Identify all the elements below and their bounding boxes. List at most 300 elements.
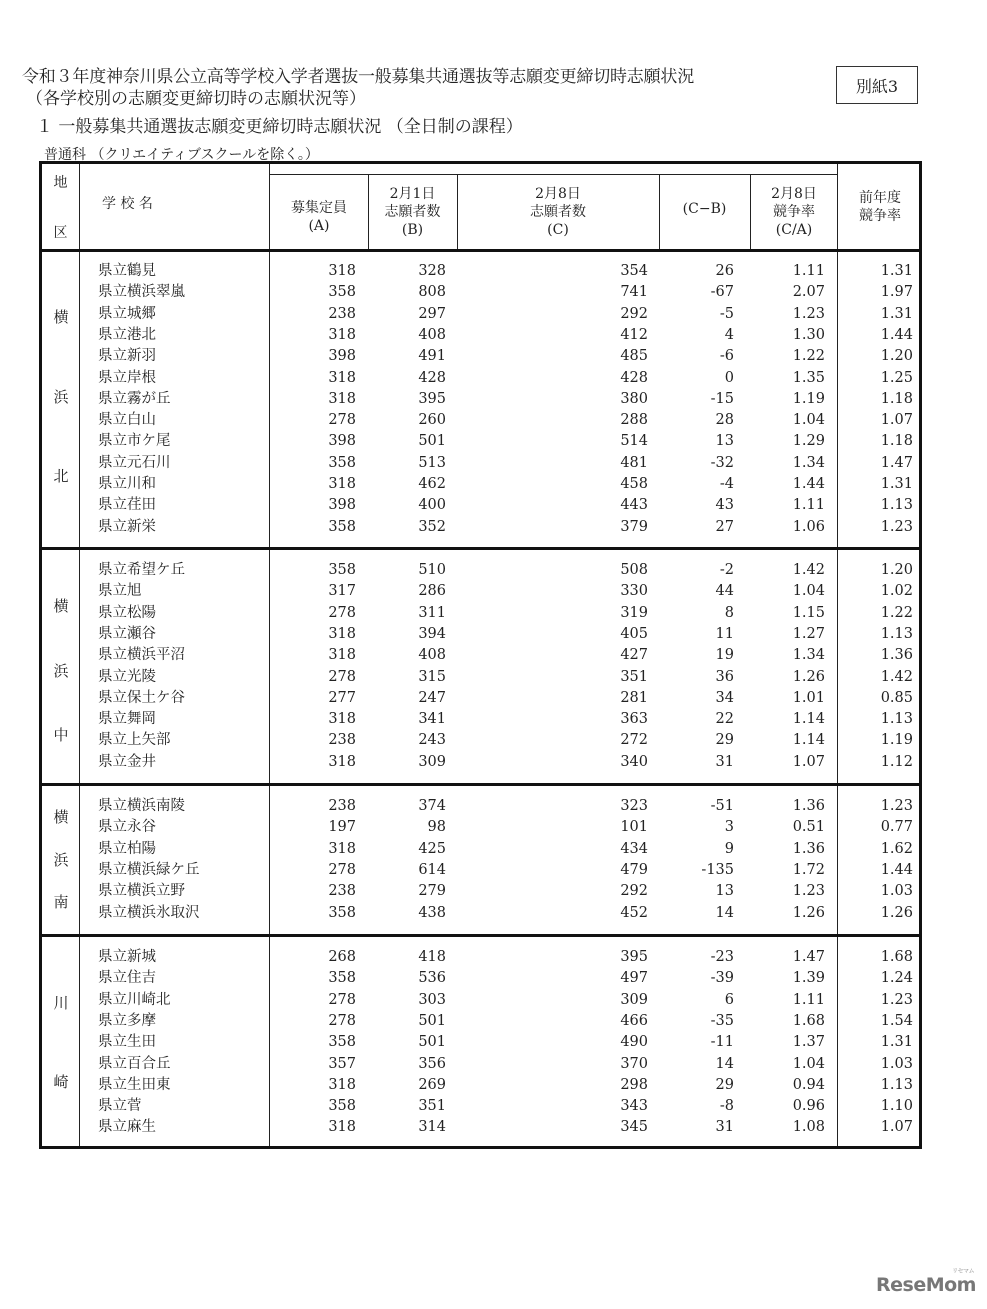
applications-table: [39, 161, 922, 1149]
ratio-prev-value: 1.07: [880, 412, 913, 429]
ratio-prev-value: 1.03: [880, 883, 913, 900]
ratio-feb8-value: 0.94: [792, 1076, 825, 1093]
district-char: 横: [53, 808, 69, 826]
diff-value: 9: [724, 840, 734, 857]
ratio-prev-value: 1.31: [880, 263, 913, 279]
table-row: [42, 560, 919, 581]
header-capacity: [270, 174, 368, 250]
ratio-feb8-value: 1.19: [792, 390, 825, 407]
capacity-value: 278: [328, 668, 356, 685]
header-text: 前年度: [859, 190, 901, 206]
ratio-prev-value: 1.13: [880, 1076, 913, 1093]
ratio-feb8-value: 1.14: [792, 732, 825, 749]
diff-value: 3: [724, 819, 734, 836]
table-row: [42, 346, 919, 367]
table-row: [42, 709, 919, 730]
applicants-feb8-value: 741: [620, 284, 648, 301]
applicants-feb1-value: 356: [418, 1055, 446, 1072]
ratio-feb8-value: 1.72: [792, 861, 825, 878]
capacity-value: 358: [328, 454, 356, 471]
school-name: 県立松陽: [98, 604, 156, 621]
district-char: 北: [53, 467, 69, 485]
applicants-feb8-value: 292: [620, 883, 648, 900]
diff-value: -51: [710, 798, 734, 814]
ratio-prev-value: 1.20: [880, 348, 913, 365]
applicants-feb8-value: 428: [620, 369, 648, 386]
ratio-feb8-value: 1.04: [792, 412, 825, 429]
table-row: [42, 1096, 919, 1117]
ratio-prev-value: 1.22: [880, 604, 913, 621]
applicants-feb8-value: 479: [620, 861, 648, 878]
applicants-feb1-value: 311: [418, 604, 446, 621]
header-district: [42, 164, 79, 250]
ratio-prev-value: 1.19: [880, 732, 913, 749]
applicants-feb1-value: 328: [418, 263, 446, 279]
applicants-feb1-value: 98: [427, 819, 446, 836]
diff-value: 8: [724, 604, 734, 621]
ratio-feb8-value: 1.36: [792, 798, 825, 814]
school-name: 県立百合丘: [98, 1055, 171, 1072]
diff-value: 31: [715, 753, 734, 770]
header-applicants-feb8: [457, 174, 659, 250]
ratio-feb8-value: 1.06: [792, 518, 825, 535]
applicants-feb8-value: 101: [620, 819, 648, 836]
table-row: [42, 839, 919, 860]
applicants-feb1-value: 395: [418, 390, 446, 407]
table-row: [42, 368, 919, 389]
district-char: 浜: [53, 661, 69, 680]
table-row: [42, 752, 919, 773]
table-row: [42, 903, 919, 924]
applicants-feb1-value: 408: [418, 647, 446, 664]
table-row: [42, 453, 919, 474]
applicants-feb1-value: 501: [418, 433, 446, 450]
ratio-prev-value: 1.68: [880, 949, 913, 965]
district-char: 崎: [53, 1073, 69, 1091]
applicants-feb8-value: 485: [620, 348, 648, 365]
applicants-feb8-value: 443: [620, 497, 648, 514]
diff-value: 4: [724, 326, 734, 343]
ratio-prev-value: 1.07: [880, 1119, 913, 1136]
applicants-feb1-value: 425: [418, 840, 446, 857]
header-text: (C/A): [775, 222, 813, 238]
school-name: 県立川和: [98, 476, 156, 492]
applicants-feb8-value: 281: [620, 689, 648, 706]
school-name: 県立荏田: [98, 497, 156, 514]
applicants-feb1-value: 501: [418, 1034, 446, 1051]
ratio-feb8-value: 1.04: [792, 583, 825, 600]
group-separator: [42, 547, 919, 550]
ratio-feb8-value: 1.30: [792, 326, 825, 343]
applicants-feb8-value: 340: [620, 753, 648, 770]
diff-value: 0: [724, 369, 734, 386]
table-row: [42, 667, 919, 688]
school-name: 県立横浜翠嵐: [98, 284, 185, 301]
diff-value: 13: [715, 433, 734, 450]
applicants-feb8-value: 351: [620, 668, 648, 685]
applicants-feb8-value: 497: [620, 970, 648, 987]
table-row: [42, 261, 919, 282]
applicants-feb1-value: 513: [418, 454, 446, 471]
ratio-feb8-value: 0.51: [792, 819, 825, 836]
capacity-value: 358: [328, 1034, 356, 1051]
header-separator: [42, 249, 919, 252]
school-name: 県立横浜立野: [98, 883, 185, 900]
diff-value: 6: [724, 991, 734, 1008]
district-char: 南: [53, 893, 69, 911]
header-applicants-feb1: [368, 174, 457, 250]
ratio-prev-value: 1.31: [880, 1034, 913, 1051]
applicants-feb8-value: 380: [620, 390, 648, 407]
ratio-prev-value: 1.31: [880, 305, 913, 322]
diff-value: -5: [719, 305, 734, 322]
capacity-value: 238: [328, 305, 356, 322]
ratio-feb8-value: 2.07: [792, 284, 825, 301]
table-row: [42, 1075, 919, 1096]
school-name: 県立横浜氷取沢: [98, 904, 200, 921]
table-row: [42, 581, 919, 602]
applicants-feb8-value: 323: [620, 798, 648, 814]
ratio-feb8-value: 1.37: [792, 1034, 825, 1051]
table-row: [42, 817, 919, 838]
table-row: [42, 517, 919, 538]
ratio-feb8-value: 1.15: [792, 604, 825, 621]
diff-value: -6: [719, 348, 734, 365]
header-text: 志願者数: [384, 204, 441, 220]
applicants-feb8-value: 354: [620, 263, 648, 279]
capacity-value: 398: [328, 497, 356, 514]
ratio-prev-value: 1.13: [880, 711, 913, 728]
capacity-value: 278: [328, 991, 356, 1008]
diff-value: -39: [710, 970, 734, 987]
applicants-feb8-value: 458: [620, 476, 648, 492]
ratio-feb8-value: 1.07: [792, 753, 825, 770]
school-name: 県立市ケ尾: [98, 433, 171, 450]
resemom-logo: [876, 1268, 976, 1296]
table-row: [42, 968, 919, 989]
table-row: [42, 1011, 919, 1032]
capacity-value: 318: [328, 647, 356, 664]
applicants-feb1-value: 491: [418, 348, 446, 365]
capacity-value: 318: [328, 1119, 356, 1136]
district-char: 中: [53, 726, 69, 744]
logo-subtext: リセマム: [952, 1268, 974, 1275]
capacity-value: 318: [328, 263, 356, 279]
capacity-value: 278: [328, 1012, 356, 1029]
school-name: 県立岸根: [98, 369, 156, 386]
diff-value: 22: [715, 711, 734, 728]
applicants-feb8-value: 343: [620, 1098, 648, 1115]
school-name: 県立永谷: [98, 819, 156, 836]
header-ratio-feb8: [750, 174, 838, 250]
school-name: 県立城郷: [98, 305, 156, 322]
applicants-feb8-value: 434: [620, 840, 648, 857]
capacity-value: 318: [328, 390, 356, 407]
diff-value: -23: [710, 949, 734, 965]
ratio-prev-value: 1.13: [880, 625, 913, 642]
header-text: (A): [308, 218, 330, 234]
ratio-feb8-value: 1.23: [792, 883, 825, 900]
ratio-prev-value: 1.44: [880, 861, 913, 878]
school-name: 県立旭: [98, 583, 142, 600]
school-name: 県立柏陽: [98, 840, 156, 857]
school-name: 県立金井: [98, 753, 156, 770]
applicants-feb8-value: 427: [620, 647, 648, 664]
school-name: 県立希望ケ丘: [98, 562, 185, 578]
ratio-feb8-value: 1.35: [792, 369, 825, 386]
school-name: 県立横浜緑ケ丘: [98, 861, 200, 878]
logo-text: ReseMom: [876, 1274, 976, 1296]
table-row: [42, 603, 919, 624]
school-name: 県立多摩: [98, 1012, 156, 1029]
applicants-feb1-value: 394: [418, 625, 446, 642]
ratio-prev-value: 1.18: [880, 390, 913, 407]
ratio-feb8-value: 1.44: [792, 476, 825, 492]
school-name: 県立麻生: [98, 1119, 156, 1136]
applicants-feb1-value: 418: [418, 949, 446, 965]
capacity-value: 318: [328, 753, 356, 770]
ratio-prev-value: 1.47: [880, 454, 913, 471]
school-name: 県立横浜南陵: [98, 798, 185, 814]
diff-value: 19: [715, 647, 734, 664]
ratio-prev-value: 1.23: [880, 798, 913, 814]
applicants-feb1-value: 303: [418, 991, 446, 1008]
diff-value: 11: [715, 625, 734, 642]
diff-value: 14: [715, 904, 734, 921]
table-row: [42, 1117, 919, 1138]
table-row: [42, 990, 919, 1011]
ratio-prev-value: 1.54: [880, 1012, 913, 1029]
applicants-feb8-value: 363: [620, 711, 648, 728]
diff-value: 26: [715, 263, 734, 279]
applicants-feb1-value: 247: [418, 689, 446, 706]
capacity-value: 318: [328, 1076, 356, 1093]
header-text: 2月8日: [535, 186, 581, 202]
ratio-feb8-value: 1.29: [792, 433, 825, 450]
applicants-feb8-value: 292: [620, 305, 648, 322]
applicants-feb8-value: 330: [620, 583, 648, 600]
ratio-prev-value: 1.20: [880, 562, 913, 578]
district-char: 浜: [53, 850, 69, 869]
header-text: (B): [401, 222, 424, 238]
diff-value: -11: [710, 1034, 734, 1051]
capacity-value: 318: [328, 625, 356, 642]
applicants-feb1-value: 351: [418, 1098, 446, 1115]
capacity-value: 318: [328, 476, 356, 492]
ratio-prev-value: 0.85: [880, 689, 913, 706]
applicants-feb1-value: 315: [418, 668, 446, 685]
table-row: [42, 730, 919, 751]
diff-value: -135: [701, 861, 734, 878]
district-char: 浜: [53, 387, 69, 406]
capacity-value: 238: [328, 798, 356, 814]
ratio-feb8-value: 1.04: [792, 1055, 825, 1072]
header-district-char: 区: [53, 225, 68, 241]
diff-value: -35: [710, 1012, 734, 1029]
diff-value: 13: [715, 883, 734, 900]
applicants-feb1-value: 374: [418, 798, 446, 814]
applicants-feb8-value: 288: [620, 412, 648, 429]
applicants-feb8-value: 345: [620, 1119, 648, 1136]
diff-value: 36: [715, 668, 734, 685]
ratio-prev-value: 0.77: [880, 819, 913, 836]
header-text: 募集定員: [291, 200, 347, 216]
capacity-value: 398: [328, 433, 356, 450]
table-row: [42, 947, 919, 968]
ratio-feb8-value: 1.14: [792, 711, 825, 728]
diff-value: 27: [715, 518, 734, 535]
school-name: 県立菅: [98, 1098, 142, 1115]
applicants-feb1-value: 352: [418, 518, 446, 535]
diff-value: -8: [719, 1098, 734, 1115]
school-name: 県立白山: [98, 412, 156, 429]
school-name: 県立舞岡: [98, 711, 156, 728]
school-name: 県立瀬谷: [98, 625, 156, 642]
capacity-value: 318: [328, 711, 356, 728]
ratio-prev-value: 1.97: [880, 284, 913, 301]
applicants-feb1-value: 269: [418, 1076, 446, 1093]
diff-value: 34: [715, 689, 734, 706]
ratio-feb8-value: 1.34: [792, 647, 825, 664]
section-title: １ 一般募集共通選抜志願変更締切時志願状況 （全日制の課程）: [36, 117, 523, 137]
header-text: 2月8日: [771, 186, 817, 202]
document-title: 令和３年度神奈川県公立高等学校入学者選抜一般募集共通選抜等志願変更締切時志願状況: [22, 67, 694, 87]
applicants-feb8-value: 370: [620, 1055, 648, 1072]
ratio-prev-value: 1.44: [880, 326, 913, 343]
ratio-prev-value: 1.03: [880, 1055, 913, 1072]
table-row: [42, 881, 919, 902]
capacity-value: 197: [328, 819, 356, 836]
diff-value: -15: [710, 390, 734, 407]
diff-value: -4: [719, 476, 734, 492]
applicants-feb8-value: 514: [620, 433, 648, 450]
ratio-feb8-value: 1.42: [792, 562, 825, 578]
diff-value: -2: [719, 562, 734, 578]
ratio-prev-value: 1.26: [880, 904, 913, 921]
diff-value: 31: [715, 1119, 734, 1136]
header-text: 競争率: [859, 208, 901, 224]
school-name: 県立港北: [98, 326, 156, 343]
ratio-prev-value: 1.36: [880, 647, 913, 664]
school-name: 県立保土ケ谷: [98, 689, 185, 706]
applicants-feb8-value: 379: [620, 518, 648, 535]
subsection-title: 普通科 （クリエイティブスクールを除く。）: [44, 147, 319, 163]
diff-value: -32: [710, 454, 734, 471]
ratio-feb8-value: 1.11: [792, 497, 825, 514]
school-name: 県立横浜平沼: [98, 647, 185, 664]
ratio-prev-value: 1.25: [880, 369, 913, 386]
applicants-feb1-value: 314: [418, 1119, 446, 1136]
diff-value: 29: [715, 732, 734, 749]
school-name: 県立生田東: [98, 1076, 171, 1093]
ratio-prev-value: 1.23: [880, 991, 913, 1008]
school-name: 県立生田: [98, 1034, 156, 1051]
header-text: 志願者数: [530, 204, 586, 220]
applicants-feb1-value: 309: [418, 753, 446, 770]
ratio-prev-value: 1.31: [880, 476, 913, 492]
header-text: 競争率: [773, 204, 815, 220]
header-ratio-prev: [838, 164, 922, 250]
capacity-value: 318: [328, 840, 356, 857]
table-row: [42, 431, 919, 452]
table-row: [42, 688, 919, 709]
group-separator: [42, 783, 919, 786]
header-district-char: 地: [53, 175, 68, 191]
table-row: [42, 474, 919, 495]
ratio-prev-value: 1.13: [880, 497, 913, 514]
table-row: [42, 410, 919, 431]
capacity-value: 398: [328, 348, 356, 365]
header-text: (C): [547, 222, 569, 238]
capacity-value: 358: [328, 904, 356, 921]
ratio-feb8-value: 1.22: [792, 348, 825, 365]
document-subtitle: （各学校別の志願変更締切時の志願状況等）: [26, 89, 366, 109]
school-name: 県立元石川: [98, 454, 171, 471]
capacity-value: 357: [328, 1055, 356, 1072]
school-name: 県立鶴見: [98, 263, 156, 279]
header-school-name: 学 校 名: [102, 196, 153, 212]
applicants-feb8-value: 319: [620, 604, 648, 621]
applicants-feb8-value: 395: [620, 949, 648, 965]
applicants-feb8-value: 298: [620, 1076, 648, 1093]
ratio-feb8-value: 1.39: [792, 970, 825, 987]
applicants-feb1-value: 408: [418, 326, 446, 343]
school-name: 県立新羽: [98, 348, 156, 365]
header-diff: (C−B): [682, 201, 727, 217]
ratio-feb8-value: 1.36: [792, 840, 825, 857]
table-row: [42, 1032, 919, 1053]
ratio-prev-value: 1.10: [880, 1098, 913, 1115]
applicants-feb1-value: 808: [418, 284, 446, 301]
district-char: 川: [53, 994, 69, 1012]
ratio-feb8-value: 1.08: [792, 1119, 825, 1136]
capacity-value: 358: [328, 1098, 356, 1115]
ratio-feb8-value: 1.47: [792, 949, 825, 965]
applicants-feb8-value: 466: [620, 1012, 648, 1029]
table-row: [42, 282, 919, 303]
applicants-feb1-value: 501: [418, 1012, 446, 1029]
applicants-feb1-value: 462: [418, 476, 446, 492]
capacity-value: 278: [328, 412, 356, 429]
capacity-value: 238: [328, 883, 356, 900]
table-row: [42, 304, 919, 325]
group-separator: [42, 934, 919, 937]
applicants-feb1-value: 341: [418, 711, 446, 728]
header-text: 2月1日: [389, 186, 436, 202]
school-name: 県立新城: [98, 949, 156, 965]
applicants-feb8-value: 309: [620, 991, 648, 1008]
attachment-label: 別紙3: [836, 66, 918, 104]
ratio-feb8-value: 1.34: [792, 454, 825, 471]
ratio-feb8-value: 1.68: [792, 1012, 825, 1029]
capacity-value: 318: [328, 326, 356, 343]
capacity-value: 358: [328, 284, 356, 301]
capacity-value: 268: [328, 949, 356, 965]
table-row: [42, 624, 919, 645]
applicants-feb8-value: 405: [620, 625, 648, 642]
ratio-prev-value: 1.23: [880, 518, 913, 535]
school-name: 県立住吉: [98, 970, 156, 987]
capacity-value: 278: [328, 604, 356, 621]
ratio-feb8-value: 1.11: [792, 263, 825, 279]
ratio-feb8-value: 1.26: [792, 668, 825, 685]
ratio-feb8-value: 1.23: [792, 305, 825, 322]
ratio-prev-value: 1.18: [880, 433, 913, 450]
capacity-value: 277: [328, 689, 356, 706]
applicants-feb1-value: 536: [418, 970, 446, 987]
applicants-feb8-value: 272: [620, 732, 648, 749]
ratio-prev-value: 1.12: [880, 753, 913, 770]
